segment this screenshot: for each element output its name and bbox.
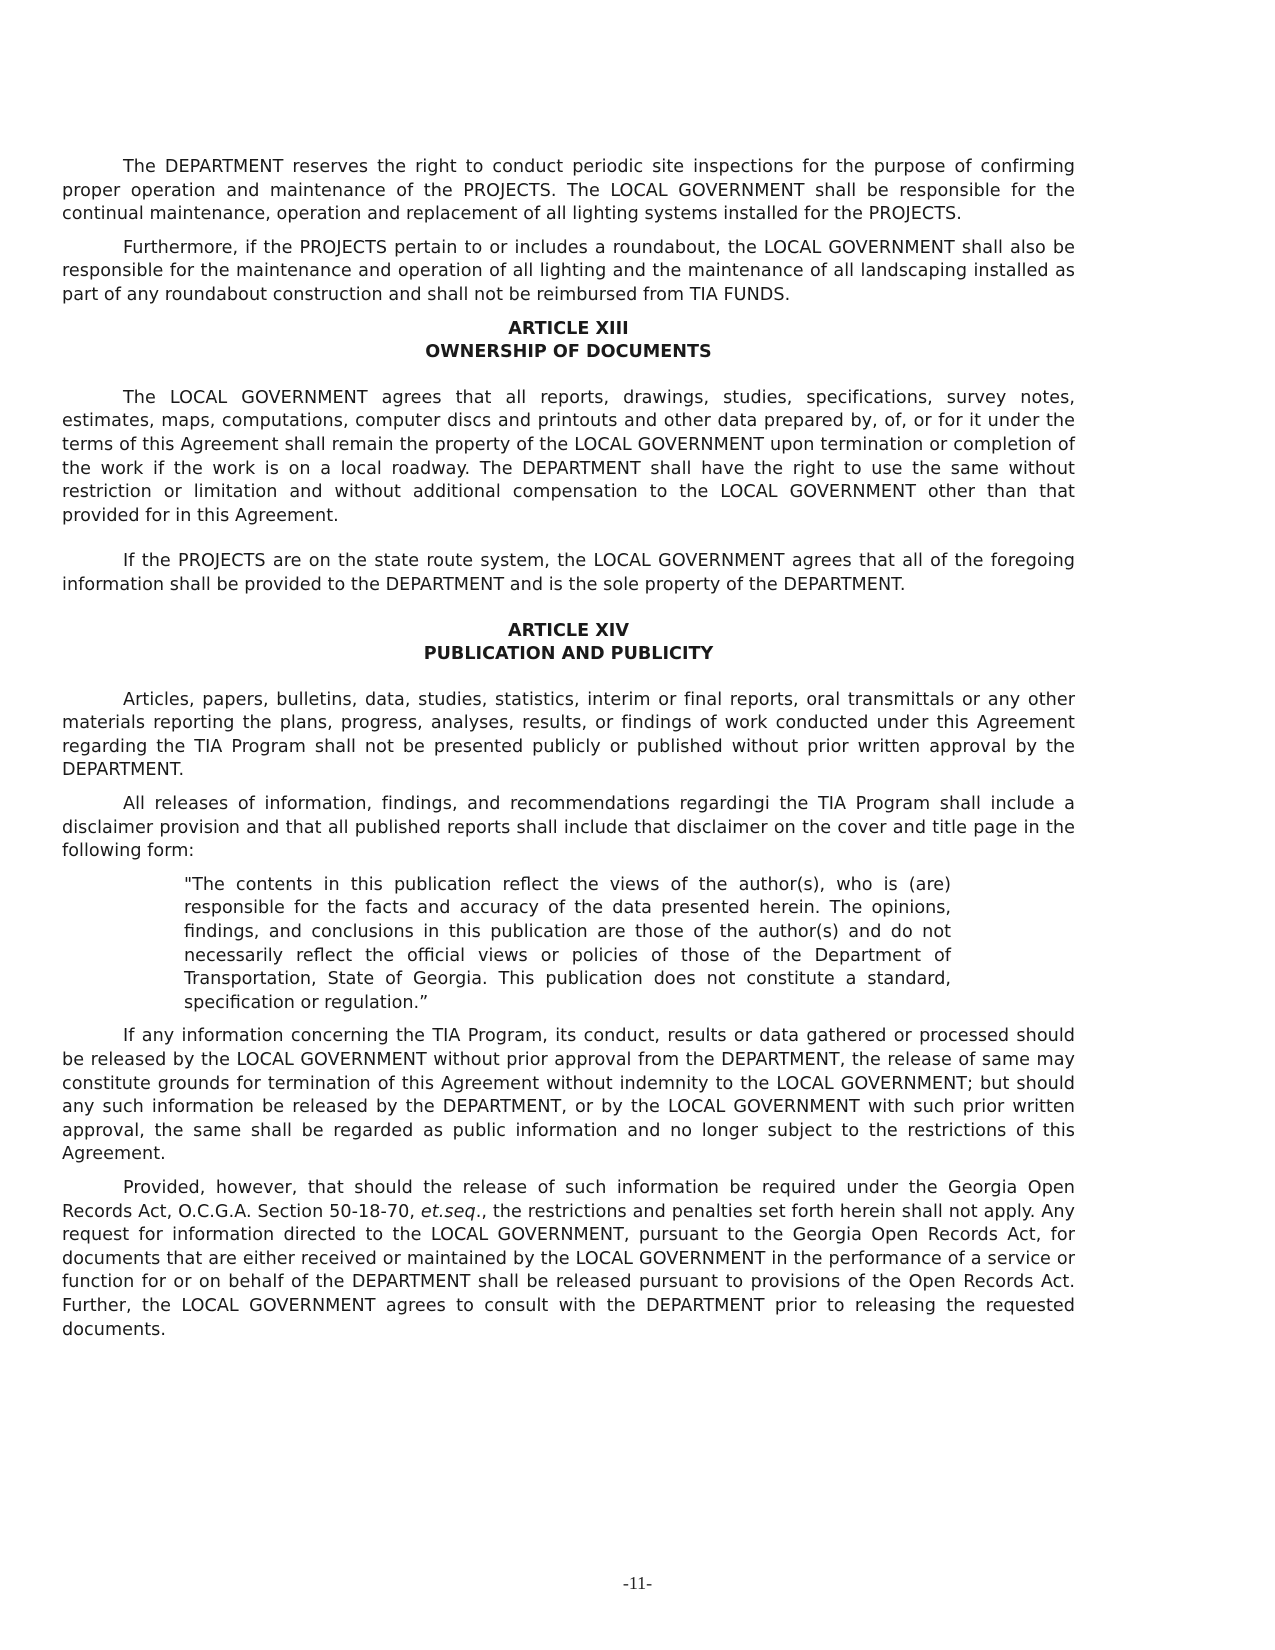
et-seq-citation: et.seq xyxy=(420,1201,476,1222)
article-14-number: ARTICLE XIV xyxy=(508,620,629,641)
article-14-title: PUBLICATION AND PUBLICITY xyxy=(423,644,714,665)
paragraph-disclaimer-requirement: All releases of information, findings, and recommendations regardingi the TIA Program shall include a disclaimer provision and that all published reports shall include that disclaimer on the cover and title page in the following form: xyxy=(62,794,1075,862)
document-page xyxy=(62,156,1075,1342)
paragraph-roundabout: Furthermore, if the PROJECTS pertain to or includes a roundabout, the LOCAL GOVERNMENT shall also be responsible for the maintenance and operation of all lighting and the maintenance of all landscaping installed as part of any roundabout construction and shall not be reimbursed from TIA FUNDS. xyxy=(62,237,1075,305)
open-records-text-a: Provided, however, that should the release of such information be required under the Georgia Open Records Act, O.C.G.A. Section 50-18-70, xyxy=(62,1177,1075,1222)
page-number: -11- xyxy=(622,1573,653,1593)
open-records-text-b: ., the restrictions and penalties set forth herein shall not apply. Any request for information directed to the LOCAL GOVERNMENT, pursuant to the Georgia Open Records Act, for documents that are either received or maintained by the LOCAL GOVERNMENT in the performance of a service or function for or on behalf of the DEPARTMENT shall be released pursuant to provisions of the Open Records Act. Further, the LOCAL GOVERNMENT agrees to consult with the DEPARTMENT prior to releasing the requested documents. xyxy=(62,1201,1075,1340)
paragraph-ownership: The LOCAL GOVERNMENT agrees that all reports, drawings, studies, specifications, survey notes, estimates, maps, computations, computer discs and printouts and other data prepared by, of, or for it under the terms of this Agreement shall remain the property of the LOCAL GOVERNMENT upon termination or completion of the work if the work is on a local roadway. The DEPARTMENT shall have the right to use the same without restriction or limitation and without additional compensation to the LOCAL GOVERNMENT other than that provided for in this Agreement. xyxy=(62,387,1075,526)
article-13-number: ARTICLE XIII xyxy=(508,318,629,339)
paragraph-site-inspections: The DEPARTMENT reserves the right to conduct periodic site inspections for the purpose of confirming proper operation and maintenance of the PROJECTS. The LOCAL GOVERNMENT shall be responsible for the continual maintenance, operation and replacement of all lighting systems installed for the PROJECTS. xyxy=(62,157,1075,225)
paragraph-state-route: If the PROJECTS are on the state route system, the LOCAL GOVERNMENT agrees that all of the foregoing information shall be provided to the DEPARTMENT and is the sole property of the DEPARTMENT. xyxy=(62,551,1075,595)
paragraph-unauthorized-release: If any information concerning the TIA Program, its conduct, results or data gathered or processed should be released by the LOCAL GOVERNMENT without prior approval from the DEPARTMENT, the release of same may constitute grounds for termination of this Agreement without indemnity to the LOCAL GOVERNMENT; but should any such information be released by the DEPARTMENT, or by the LOCAL GOVERNMENT with such prior written approval, the same shall be regarded as public information and no longer subject to the restrictions of this Agreement. xyxy=(62,1026,1075,1165)
article-13-title: OWNERSHIP OF DOCUMENTS xyxy=(425,342,712,363)
paragraph-publications: Articles, papers, bulletins, data, studies, statistics, interim or final reports, oral transmittals or any other materials reporting the plans, progress, analyses, results, or findings of work conducted under this Agreement regarding the TIA Program shall not be presented publicly or published without prior written approval by the DEPARTMENT. xyxy=(62,689,1075,781)
paragraph-open-records xyxy=(62,1177,1075,1342)
disclaimer-quote: "The contents in this publication reflect the views of the author(s), who is (are) responsible for the facts and accuracy of the data presented herein. The opinions, findings, and conclusions in this publication are those of the author(s) and do not necessarily reflect the official views or policies of those of the Department of Transportation, State of Georgia. This publication does not constitute a standard, specification or regulation.” xyxy=(184,874,951,1013)
